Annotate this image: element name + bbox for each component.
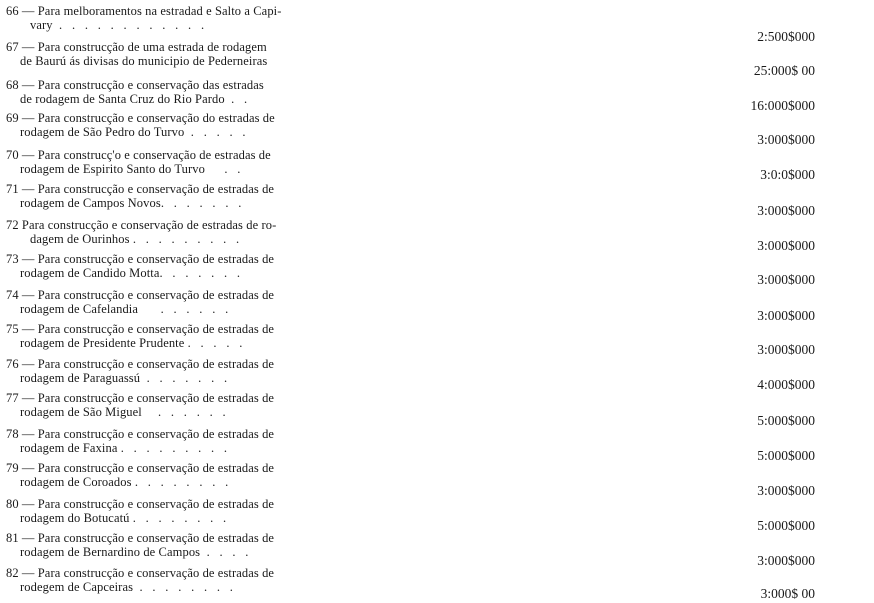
entry-line-1: 67 — Para construcção de uma estrada de rodagem bbox=[6, 40, 267, 54]
entry-line-1: 75 — Para construcção e conservação de estradas de bbox=[6, 322, 275, 336]
entry-72 bbox=[6, 218, 406, 246]
entry-66 bbox=[6, 4, 406, 32]
entry-amount: 4:000$000 bbox=[757, 377, 815, 392]
entry-amount: 3:000$000 bbox=[757, 132, 815, 147]
entry-line-2: rodagem de São Miguel . . . . . . bbox=[20, 405, 226, 419]
entry-69 bbox=[6, 111, 406, 139]
entry-amount: 16:000$000 bbox=[750, 98, 815, 113]
entry-line-2: rodagem de Campos Novos. . . . . . . bbox=[20, 196, 242, 210]
entry-amount: 5:000$000 bbox=[757, 518, 815, 533]
entry-76 bbox=[6, 357, 406, 385]
entry-line-2: dagem de Ourinhos . . . . . . . . . bbox=[30, 232, 240, 246]
entry-line-2: rodagem de Candido Motta. . . . . . . bbox=[20, 266, 241, 280]
entry-line-2: rodagem de Coroados . . . . . . . . bbox=[20, 475, 229, 489]
entry-77 bbox=[6, 391, 406, 419]
entry-amount: 5:000$000 bbox=[757, 413, 815, 428]
entry-line-1: 74 — Para construcção e conservação de estradas de bbox=[6, 288, 275, 302]
entry-74 bbox=[6, 288, 406, 316]
entry-line-1: 76 — Para construcção e conservação de estradas de bbox=[6, 357, 275, 371]
entry-amount: 3:000$000 bbox=[757, 238, 815, 253]
entry-line-1: 70 — Para construcç'o e conservação de estradas de bbox=[6, 148, 271, 162]
entry-75 bbox=[6, 322, 406, 350]
entry-line-2: rodegem de Capceiras . . . . . . . . bbox=[20, 580, 234, 594]
entry-amount: 3:000$000 bbox=[757, 342, 815, 357]
entry-line-2: rodagem de Bernardino de Campos . . . . bbox=[20, 545, 249, 559]
entry-line-1: 66 — Para melboramentos na estradad e Salto a Capi- bbox=[6, 4, 282, 18]
entry-78 bbox=[6, 427, 406, 455]
entry-line-1: 71 — Para construcção e conservação de estradas de bbox=[6, 182, 275, 196]
entry-line-1: 79 — Para construcção e conservação de estradas de bbox=[6, 461, 275, 475]
entry-line-2: rodagem do Botucatú . . . . . . . . bbox=[20, 511, 227, 525]
entry-82 bbox=[6, 566, 406, 594]
entry-67 bbox=[6, 40, 406, 68]
entry-amount: 3:000$ 00 bbox=[760, 586, 815, 601]
entry-line-1: 82 — Para construcção e conservação de estradas de bbox=[6, 566, 275, 580]
entry-line-2: rodagem de Faxina . . . . . . . . . bbox=[20, 441, 228, 455]
entry-line-1: 72 Para construcção e conservação de estradas de ro- bbox=[6, 218, 277, 232]
entry-line-1: 78 — Para construcção e conservação de estradas de bbox=[6, 427, 275, 441]
entry-line-1: 81 — Para construcção e conservação de estradas de bbox=[6, 531, 275, 545]
entry-amount: 3:000$000 bbox=[757, 553, 815, 568]
entry-68 bbox=[6, 78, 406, 106]
entry-line-2: rodagem de São Pedro do Turvo . . . . . bbox=[20, 125, 246, 139]
entry-line-2: de rodagem de Santa Cruz do Rio Pardo . . bbox=[20, 92, 248, 106]
entry-line-1: 73 — Para construcção e conservação de estradas de bbox=[6, 252, 275, 266]
entry-amount: 25:000$ 00 bbox=[753, 63, 815, 78]
entry-amount: 3:000$000 bbox=[757, 308, 815, 323]
entry-line-2: rodagem de Espirito Santo do Turvo . . bbox=[20, 162, 241, 176]
entry-amount: 2:500$000 bbox=[757, 29, 815, 44]
entry-line-1: 68 — Para construcção e conservação das estradas bbox=[6, 78, 264, 92]
entry-81 bbox=[6, 531, 406, 559]
entry-line-2: de Baurú ás divisas do municipio de Pederneiras bbox=[20, 54, 268, 68]
entry-amount: 3:0:0$000 bbox=[760, 167, 815, 182]
entry-amount: 3:000$000 bbox=[757, 483, 815, 498]
entry-71 bbox=[6, 182, 406, 210]
entry-line-1: 80 — Para construcção e conservação de estradas de bbox=[6, 497, 275, 511]
entry-amount: 3:000$000 bbox=[757, 272, 815, 287]
entry-line-2: vary . . . . . . . . . . . . bbox=[30, 18, 205, 32]
entry-line-2: rodagem de Presidente Prudente . . . . . bbox=[20, 336, 243, 350]
entry-line-1: 69 — Para construcção e conservação do estradas de bbox=[6, 111, 275, 125]
entry-line-2: rodagem de Paraguassú . . . . . . . bbox=[20, 371, 228, 385]
entry-line-2: rodagem de Cafelandia . . . . . . bbox=[20, 302, 229, 316]
entry-79 bbox=[6, 461, 406, 489]
entry-70 bbox=[6, 148, 406, 176]
entry-amount: 3:000$000 bbox=[757, 203, 815, 218]
entry-73 bbox=[6, 252, 406, 280]
entry-line-1: 77 — Para construcção e conservação de estradas de bbox=[6, 391, 275, 405]
entry-80 bbox=[6, 497, 406, 525]
entry-amount: 5:000$000 bbox=[757, 448, 815, 463]
